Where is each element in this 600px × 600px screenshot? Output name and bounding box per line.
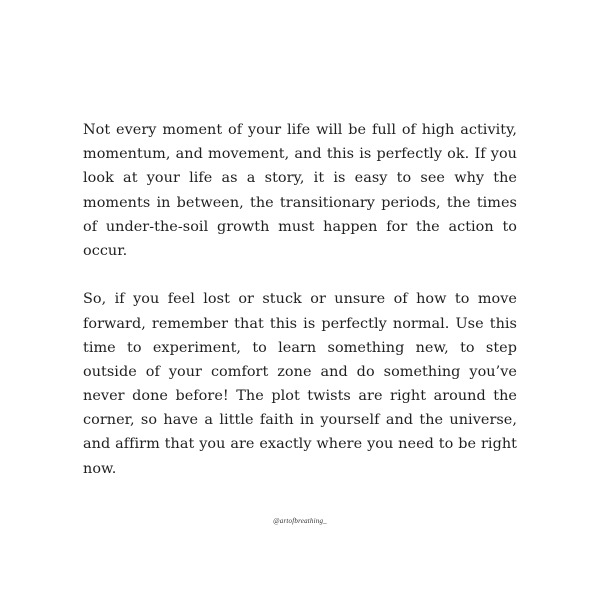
paragraph-line: corner, so have a little faith in yourself and the universe, (83, 412, 517, 429)
paragraph-line: now. (83, 460, 117, 477)
paragraph-line: and affirm that you are exactly where you need to be right (83, 436, 517, 453)
paragraph-line: momentum, and movement, and this is perfectly ok. If you (83, 146, 517, 163)
paragraph-line: Not every moment of your life will be full of high activity, (83, 122, 517, 138)
author-handle: @artofbreathing_ (273, 517, 327, 525)
paragraph-1 (83, 118, 517, 263)
paragraph-line: of under-the-soil growth must happen for the action to (83, 218, 517, 235)
paragraph-2 (83, 287, 517, 481)
paragraph-line: forward, remember that this is perfectly normal. Use this (83, 315, 517, 332)
paragraph-line: look at your life as a story, it is easy to see why the (83, 170, 517, 187)
paragraph-line: moments in between, the transitionary periods, the times (83, 194, 517, 211)
paragraph-line: outside of your comfort zone and do something you’ve (83, 363, 517, 380)
paragraph-line: never done before! The plot twists are right around the (83, 388, 517, 405)
paragraph-line: time to experiment, to learn something new, to step (83, 339, 517, 356)
paragraph-spacer (83, 263, 517, 287)
quote-text (83, 118, 517, 481)
paragraph-line: So, if you feel lost or stuck or unsure of how to move (83, 291, 517, 308)
paragraph-line: occur. (83, 242, 128, 259)
